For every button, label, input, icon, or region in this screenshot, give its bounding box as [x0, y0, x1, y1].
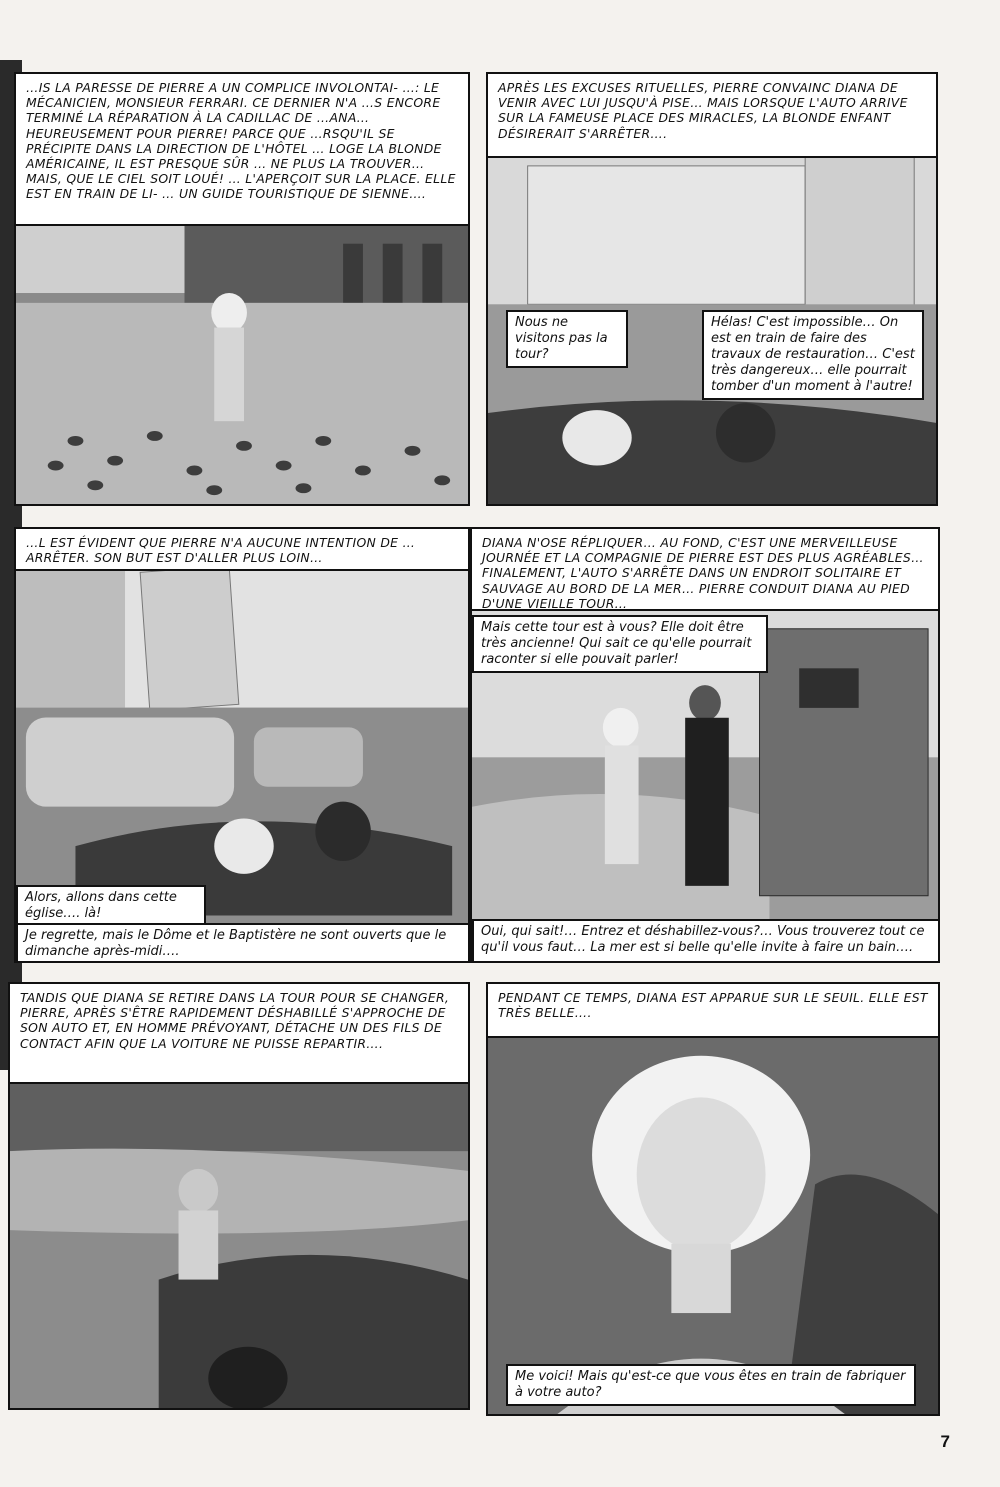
- comic-panel-4: [470, 527, 940, 963]
- panel-4-speech-bubble-2: Oui, qui sait!… Entrez et déshabillez-vous?… Vous trouverez tout ce qu'il vous faut… La mer est si belle qu'elle invite à faire un bain….: [472, 919, 940, 963]
- panel-3-caption: …L EST ÉVIDENT QUE PIERRE N'A AUCUNE INTENTION DE …ARRÊTER. SON BUT EST D'ALLER PLUS LOIN…: [16, 529, 468, 571]
- comic-panel-3: [14, 527, 470, 963]
- panel-2-speech-bubble-2: Hélas! C'est impossible… On est en train de faire des travaux de restauration… C'est très dangereux… elle pourrait tomber d'un moment à l'autre!: [702, 310, 924, 400]
- panel-6-speech-bubble-1: Me voici! Mais qu'est-ce que vous êtes en train de fabriquer à votre auto?: [506, 1364, 916, 1406]
- panel-1-caption: …IS LA PARESSE DE PIERRE A UN COMPLICE INVOLONTAI- …: LE MÉCANICIEN, MONSIEUR FERRARI. CE DERNIER N'A …S ENCORE TERMINÉ LA RÉPARATION À LA CADILLAC DE …ANA… HEUREUSEMENT POUR PIERRE! PARCE QUE …RSQU'IL SE PRÉCIPITE DANS LA DIRECTION DE L'HÔTEL … LOGE LA BLONDE AMÉRICAINE, IL EST PRESQUE SÛR … NE PLUS LA TROUVER… MAIS, QUE LE CIEL SOIT LOUÉ! … L'APERÇOIT SUR LA PLACE. ELLE EST EN TRAIN DE LI- … UN GUIDE TOURISTIQUE DE SIENNE….: [16, 74, 468, 226]
- panel-2-caption: APRÈS LES EXCUSES RITUELLES, PIERRE CONVAINC DIANA DE VENIR AVEC LUI JUSQU'À PISE… MAIS LORSQUE L'AUTO ARRIVE SUR LA FAMEUSE PLACE DES MIRACLES, LA BLONDE ENFANT DÉSIRERAIT S'ARRÊTER….: [488, 74, 936, 158]
- page-number: 7: [940, 1432, 950, 1451]
- panel-4-caption: DIANA N'OSE RÉPLIQUER… AU FOND, C'EST UNE MERVEILLEUSE JOURNÉE ET LA COMPAGNIE DE PIERRE EST DES PLUS AGRÉABLES… FINALEMENT, L'AUTO S'ARRÊTE DANS UN ENDROIT SOLITAIRE ET SAUVAGE AU BORD DE LA MER… PIERRE CONDUIT DIANA AU PIED D'UNE VIEILLE TOUR…: [472, 529, 938, 611]
- panel-3-speech-bubble-2: Je regrette, mais le Dôme et le Baptistère ne sont ouverts que le dimanche après-midi….: [16, 923, 470, 963]
- panel-2-speech-bubble-1: Nous ne visitons pas la tour?: [506, 310, 628, 368]
- comic-panel-2: [486, 72, 938, 506]
- piazza-pigeons-photo: [16, 224, 468, 504]
- diana-portrait-photo: [488, 1036, 938, 1414]
- man-hood-car-photo: [10, 1082, 468, 1408]
- panel-5-caption: TANDIS QUE DIANA SE RETIRE DANS LA TOUR POUR SE CHANGER, PIERRE, APRÈS S'ÊTRE RAPIDEMENT DÉSHABILLÉ S'APPROCHE DE SON AUTO ET, EN HOMME PRÉVOYANT, DÉTACHE UN DES FILS DE CONTACT AFIN QUE LA VOITURE NE PUISSE REPARTIR….: [10, 984, 468, 1084]
- panel-4-speech-bubble-1: Mais cette tour est à vous? Elle doit être très ancienne! Qui sait ce qu'elle pourrait raconter si elle pouvait parler!: [472, 615, 768, 673]
- comic-panel-1: [14, 72, 470, 506]
- panel-6-caption: PENDANT CE TEMPS, DIANA EST APPARUE SUR LE SEUIL. ELLE EST TRÈS BELLE….: [488, 984, 938, 1038]
- comic-panel-5: [8, 982, 470, 1410]
- comic-panel-6: [486, 982, 940, 1416]
- panel-3-speech-bubble-1: Alors, allons dans cette église…. là!: [16, 885, 206, 927]
